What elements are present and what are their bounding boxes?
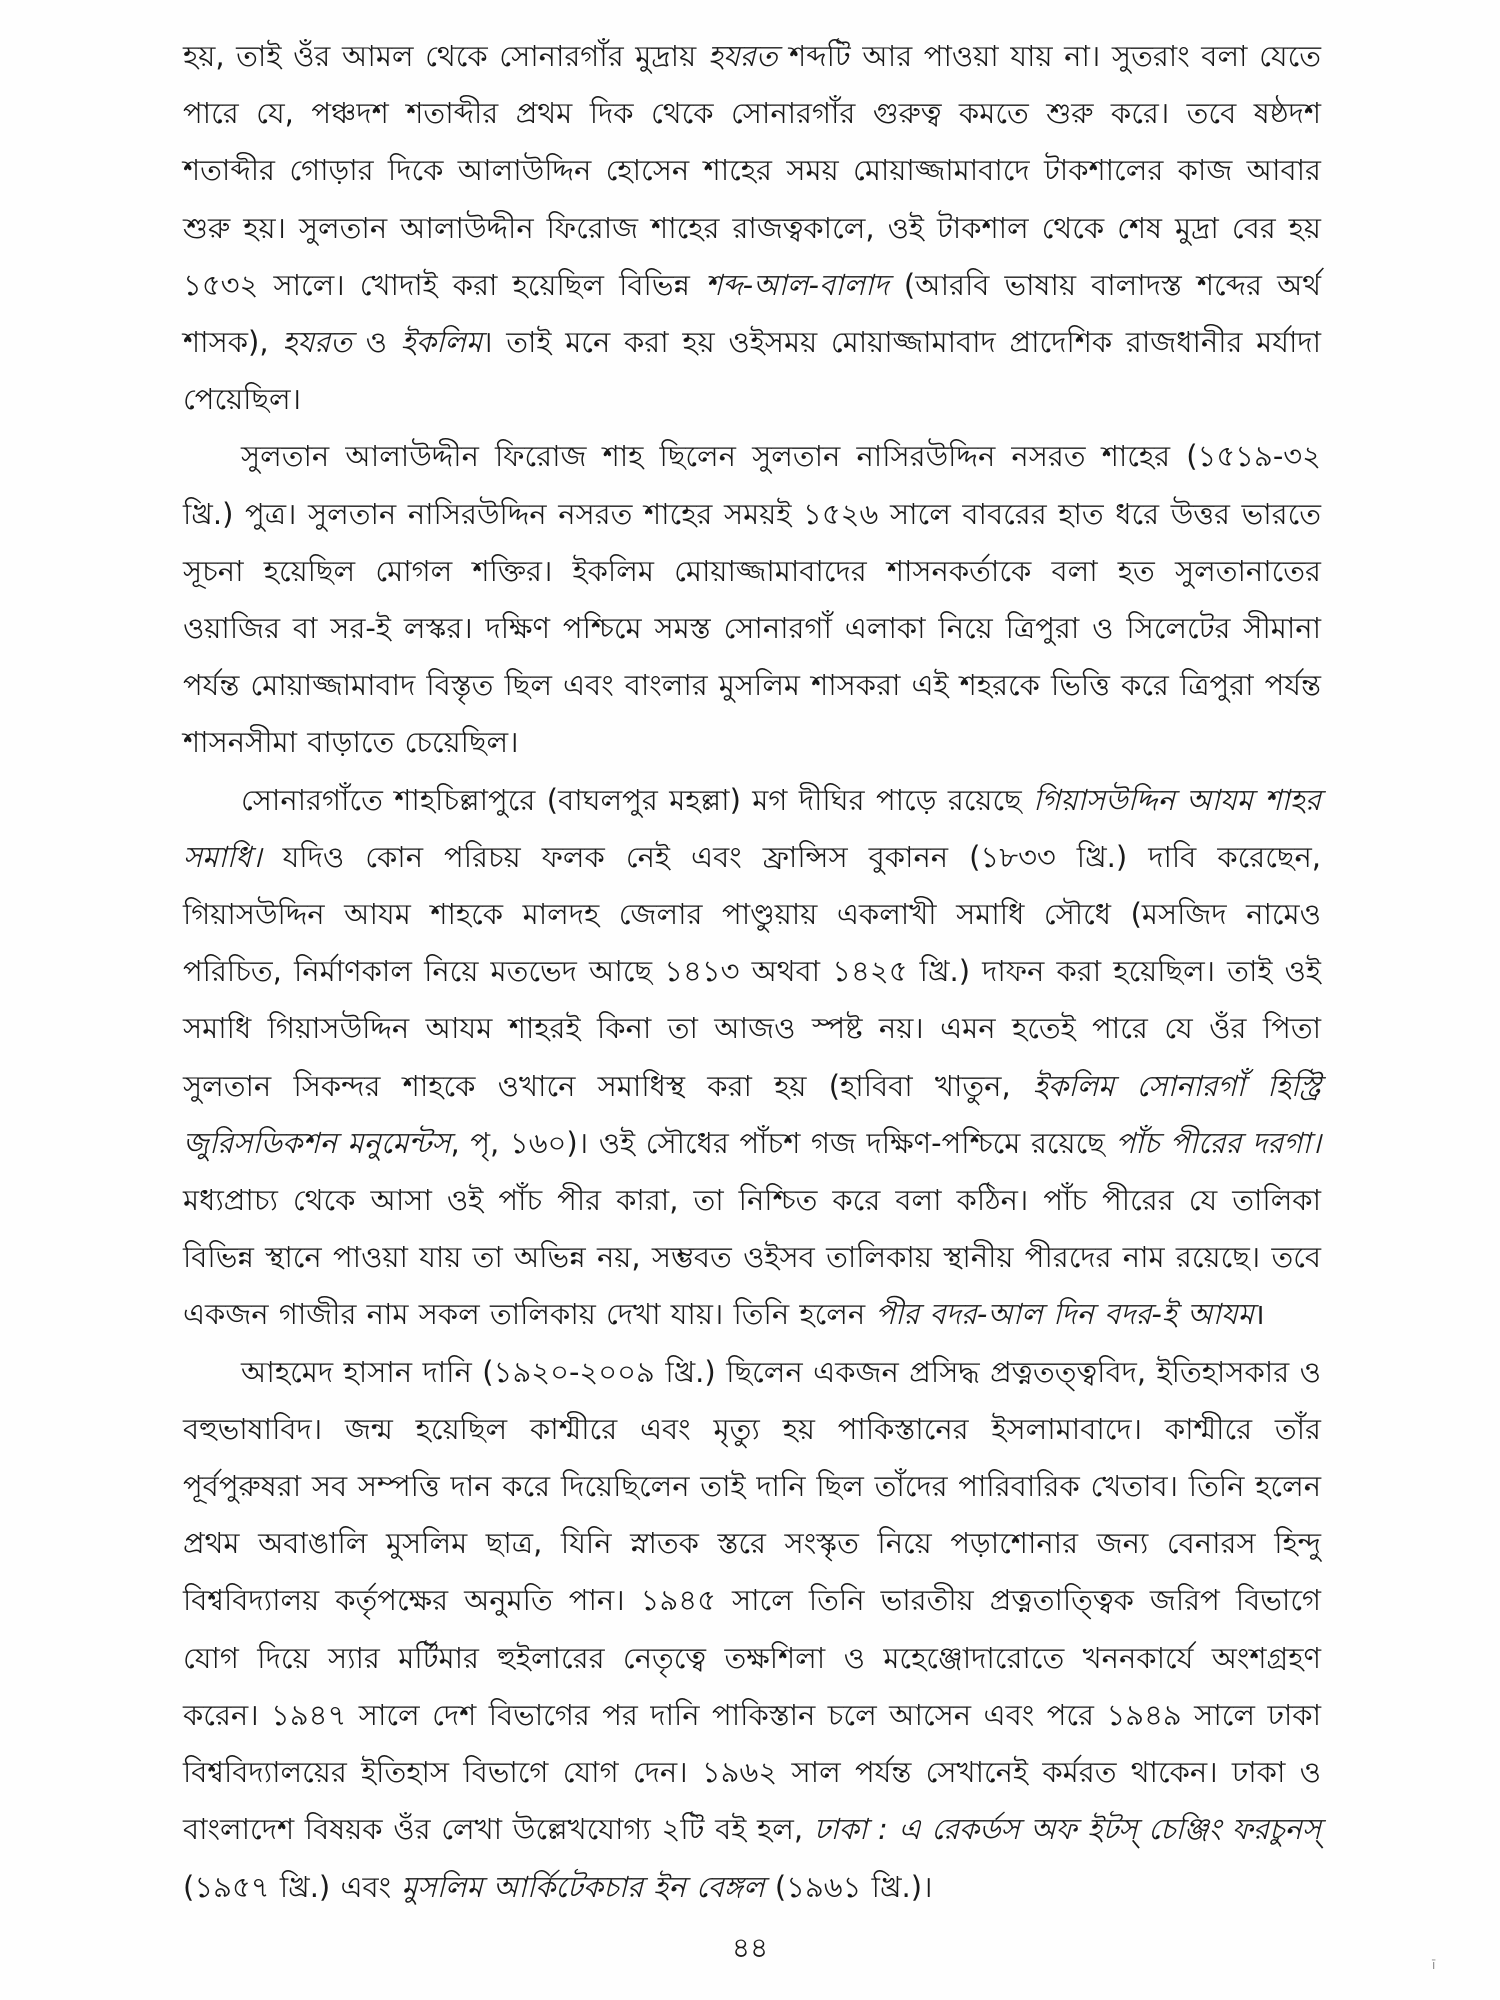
text-run: সোনারগাঁতে শাহচিল্লাপুরে (বাঘলপুর মহল্লা) মগ দীঘির পাড়ে রয়েছে xyxy=(241,782,1034,817)
italic-term: হযরত xyxy=(707,39,778,73)
text-run: (১৯৫৭ খ্রি.) এবং xyxy=(183,1869,402,1904)
italic-term: পাঁচ পীরের দরগা। xyxy=(1115,1125,1321,1160)
text-run: হয়, তাই ওঁর আমল থেকে সোনারগাঁর মুদ্রায় xyxy=(183,39,708,73)
text-run: মধ্যপ্রাচ্য থেকে আসা ওই পাঁচ পীর কারা, তা নিশ্চিত করে বলা কঠিন। পাঁচ পীরের যে তালিকা বিভিন্ন স্থানে পাওয়া যায় তা অভিন্ন নয়, সম্ভবত ওইসব তালিকায় স্থানীয় পীরদের নাম রয়েছে। তবে একজন গাজীর নাম সকল তালিকায় দেখা যায়। তিনি হলেন xyxy=(183,1183,1321,1332)
italic-term: ইকলিম xyxy=(400,325,483,360)
italic-term: ইকলিম সোনারগাঁ হিস্ট্রি জুরিসডিকশন মনুমেন্টস xyxy=(183,1068,1321,1160)
italic-term: মুসলিম আর্কিটেকচার ইন বেঙ্গল xyxy=(401,1869,765,1904)
scan-mark: ī xyxy=(1432,1958,1436,1972)
text-run: ও xyxy=(351,325,401,360)
text-run: (১৯৬১ খ্রি.)। xyxy=(764,1869,933,1904)
text-run: শব্দটি আর পাওয়া যায় না। সুতরাং বলা যেতে পারে যে, পঞ্চদশ শতাব্দীর প্রথম দিক থেকে সোনারগাঁর গুরুত্ব কমতে শুরু করে। তবে ষষ্ঠদশ শতাব্দীর গোড়ার দিকে আলাউদ্দিন হোসেন শাহের সময় মোয়াজ্জামাবাদে টাকশালের কাজ আবার শুরু হয়। সুলতান আলাউদ্দীন ফিরোজ শাহের রাজত্বকালে, ওই টাকশাল থেকে শেষ মুদ্রা বের হয় ১৫৩২ সালে। খোদাই করা হয়েছিল বিভিন্ন xyxy=(183,39,1321,302)
text-run: । xyxy=(1253,1297,1265,1332)
text-run: (আরবি ভাষায় বালাদস্ত শব্দের অর্থ শাসক), xyxy=(183,267,1321,360)
paragraph-4 xyxy=(183,1344,1321,1916)
italic-term: গিয়াসউদ্দিন আযম শাহর সমাধি। xyxy=(183,782,1321,874)
text-run: যদিও কোন পরিচয় ফলক নেই এবং ফ্রান্সিস বুকানন (১৮৩৩ খ্রি.) দাবি করেছেন, গিয়াসউদ্দিন আযম শাহকে মালদহ জেলার পাণ্ডুয়ায় একলাখী সমাধি সৌধে (মসজিদ নামেও পরিচিত, নির্মাণকাল নিয়ে মতভেদ আছে ১৪১৩ অথবা ১৪২৫ খ্রি.) দাফন করা হয়েছিল। তাই ওই সমাধি গিয়াসউদ্দিন আযম শাহরই কিনা তা আজও স্পষ্ট নয়। এমন হতেই পারে যে ওঁর পিতা সুলতান সিকন্দর শাহকে ওখানে সমাধিস্থ করা হয় (হাবিবা খাতুন, xyxy=(183,839,1321,1103)
italic-term: পীর বদর-আল দিন বদর-ই আযম xyxy=(875,1297,1254,1332)
italic-term: শব্দ-আল-বালাদ xyxy=(705,267,889,302)
text-run: । তাই মনে করা হয় ওইসময় মোয়াজ্জামাবাদ প্রাদেশিক রাজধানীর মর্যাদা পেয়েছিল। xyxy=(183,325,1322,417)
page-number: ৪৪ xyxy=(731,1931,769,1964)
paragraph-2 xyxy=(183,428,1321,771)
body-text xyxy=(183,28,1321,1916)
paragraph-3 xyxy=(183,772,1321,1344)
text-run: আহমেদ হাসান দানি (১৯২০-২০০৯ খ্রি.) ছিলেন একজন প্রসিদ্ধ প্রত্নতত্ত্ববিদ, ইতিহাসকার ও বহুভাষাবিদ। জন্ম হয়েছিল কাশ্মীরে এবং মৃত্যু হয় পাকিস্তানের ইসলামাবাদে। কাশ্মীরে তাঁর পূর্বপুরুষরা সব সম্পত্তি দান করে দিয়েছিলেন তাই দানি ছিল তাঁদের পারিবারিক খেতাব। তিনি হলেন প্রথম অবাঙালি মুসলিম ছাত্র, যিনি স্নাতক স্তরে সংস্কৃত নিয়ে পড়াশোনার জন্য বেনারস হিন্দু বিশ্ববিদ্যালয় কর্তৃপক্ষের অনুমতি পান। ১৯৪৫ সালে তিনি ভারতীয় প্রত্নতাত্ত্বিক জরিপ বিভাগে যোগ দিয়ে স্যার মর্টিমার হুইলারের নেতৃত্বে তক্ষশিলা ও মহেঞ্জোদারোতে খননকার্যে অংশগ্রহণ করেন। ১৯৪৭ সালে দেশ বিভাগের পর দানি পাকিস্তান চলে আসেন এবং পরে ১৯৪৯ সালে ঢাকা বিশ্ববিদ্যালয়ের ইতিহাস বিভাগে যোগ দেন। ১৯৬২ সাল পর্যন্ত সেখানেই কর্মরত থাকেন। ঢাকা ও বাংলাদেশ বিষয়ক ওঁর লেখা উল্লেখযোগ্য ২টি বই হল, xyxy=(183,1354,1321,1847)
text-run: , পৃ, ১৬০)। ওই সৌধের পাঁচশ গজ দক্ষিণ-পশ্চিমে রয়েছে xyxy=(450,1125,1116,1160)
italic-term: হযরত xyxy=(282,325,352,360)
paragraph-1 xyxy=(183,28,1321,428)
italic-term: ঢাকা : এ রেকর্ডস অফ ইটস্ চেঞ্জিং ফরচুনস্ xyxy=(813,1812,1322,1847)
text-run: সুলতান আলাউদ্দীন ফিরোজ শাহ ছিলেন সুলতান নাসিরউদ্দিন নসরত শাহের (১৫১৯-৩২ খ্রি.) পুত্র। সুলতান নাসিরউদ্দিন নসরত শাহের সময়ই ১৫২৬ সালে বাবরের হাত ধরে উত্তর ভারতে সূচনা হয়েছিল মোগল শক্তির। ইকলিম মোয়াজ্জামাবাদের শাসনকর্তাকে বলা হত সুলতানাতের ওয়াজির বা সর-ই লস্কর। দক্ষিণ পশ্চিমে সমস্ত সোনারগাঁ এলাকা নিয়ে ত্রিপুরা ও সিলেটের সীমানা পর্যন্ত মোয়াজ্জামাবাদ বিস্তৃত ছিল এবং বাংলার মুসলিম শাসকরা এই শহরকে ভিত্তি করে ত্রিপুরা পর্যন্ত শাসনসীমা বাড়াতে চেয়েছিল। xyxy=(183,439,1321,760)
